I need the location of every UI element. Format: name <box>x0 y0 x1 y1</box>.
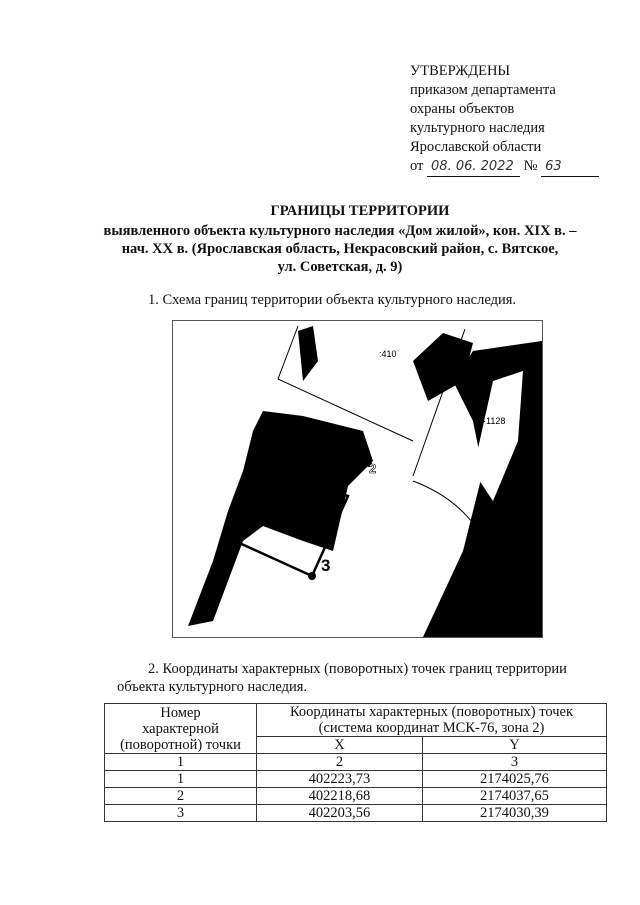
title-line: выявленного объекта культурного наследия «Дом жилой», кон. XIX в. – <box>103 223 577 239</box>
approval-date-line <box>410 157 599 177</box>
table-row: 3 402203,56 2174030,39 <box>105 805 607 822</box>
coordinates-table <box>104 703 607 822</box>
dark-area <box>188 411 373 626</box>
y-header: Y <box>422 737 606 754</box>
boundary-scheme-map <box>172 320 543 638</box>
x-header: X <box>257 737 423 754</box>
table-row: 1 2 3 <box>105 754 607 771</box>
approval-line: Ярославской области <box>410 139 542 155</box>
point-label: 3 <box>321 556 331 575</box>
point-3-marker <box>308 572 316 580</box>
title-line: нач. XX в. (Ярославская область, Некрасовский район, с. Вятское, <box>121 241 559 257</box>
dark-area <box>298 326 318 381</box>
date-prefix: от <box>410 158 424 174</box>
col-number-header: Номер характерной (поворотной) точки <box>105 704 257 754</box>
map-image <box>173 321 542 637</box>
approval-heading: УТВЕРЖДЕНЫ <box>410 63 511 79</box>
number-prefix: № <box>523 158 538 174</box>
section-2-heading: 2. Координаты характерных (поворотных) точек границ территории <box>148 661 567 677</box>
table-row: 1 402223,73 2174025,76 <box>105 771 607 788</box>
plot-410-boundary <box>278 326 298 379</box>
plot-label: ·1128 <box>483 416 506 426</box>
document-title: ГРАНИЦЫ ТЕРРИТОРИИ <box>270 203 450 219</box>
approval-line: охраны объектов <box>410 101 515 117</box>
table-header-row <box>105 704 607 737</box>
title-line: ул. Советская, д. 9) <box>277 259 403 275</box>
section-2-heading-cont: объекта культурного наследия. <box>117 679 308 695</box>
table-row: 2 402218,68 2174037,65 <box>105 788 607 805</box>
approval-line: культурного наследия <box>410 120 545 136</box>
approval-number: 63 <box>541 157 599 177</box>
coords-header: Координаты характерных (поворотных) точек (система координат МСК-76, зона 2) <box>257 704 607 737</box>
section-1-heading: 1. Схема границ территории объекта культурного наследия. <box>148 292 517 308</box>
approval-date: 08. 06. 2022 <box>427 157 520 177</box>
point-label: 2 <box>369 461 377 476</box>
approval-block <box>410 62 599 177</box>
approval-line: приказом департамента <box>410 82 556 98</box>
plot-label: :410 <box>379 349 397 359</box>
